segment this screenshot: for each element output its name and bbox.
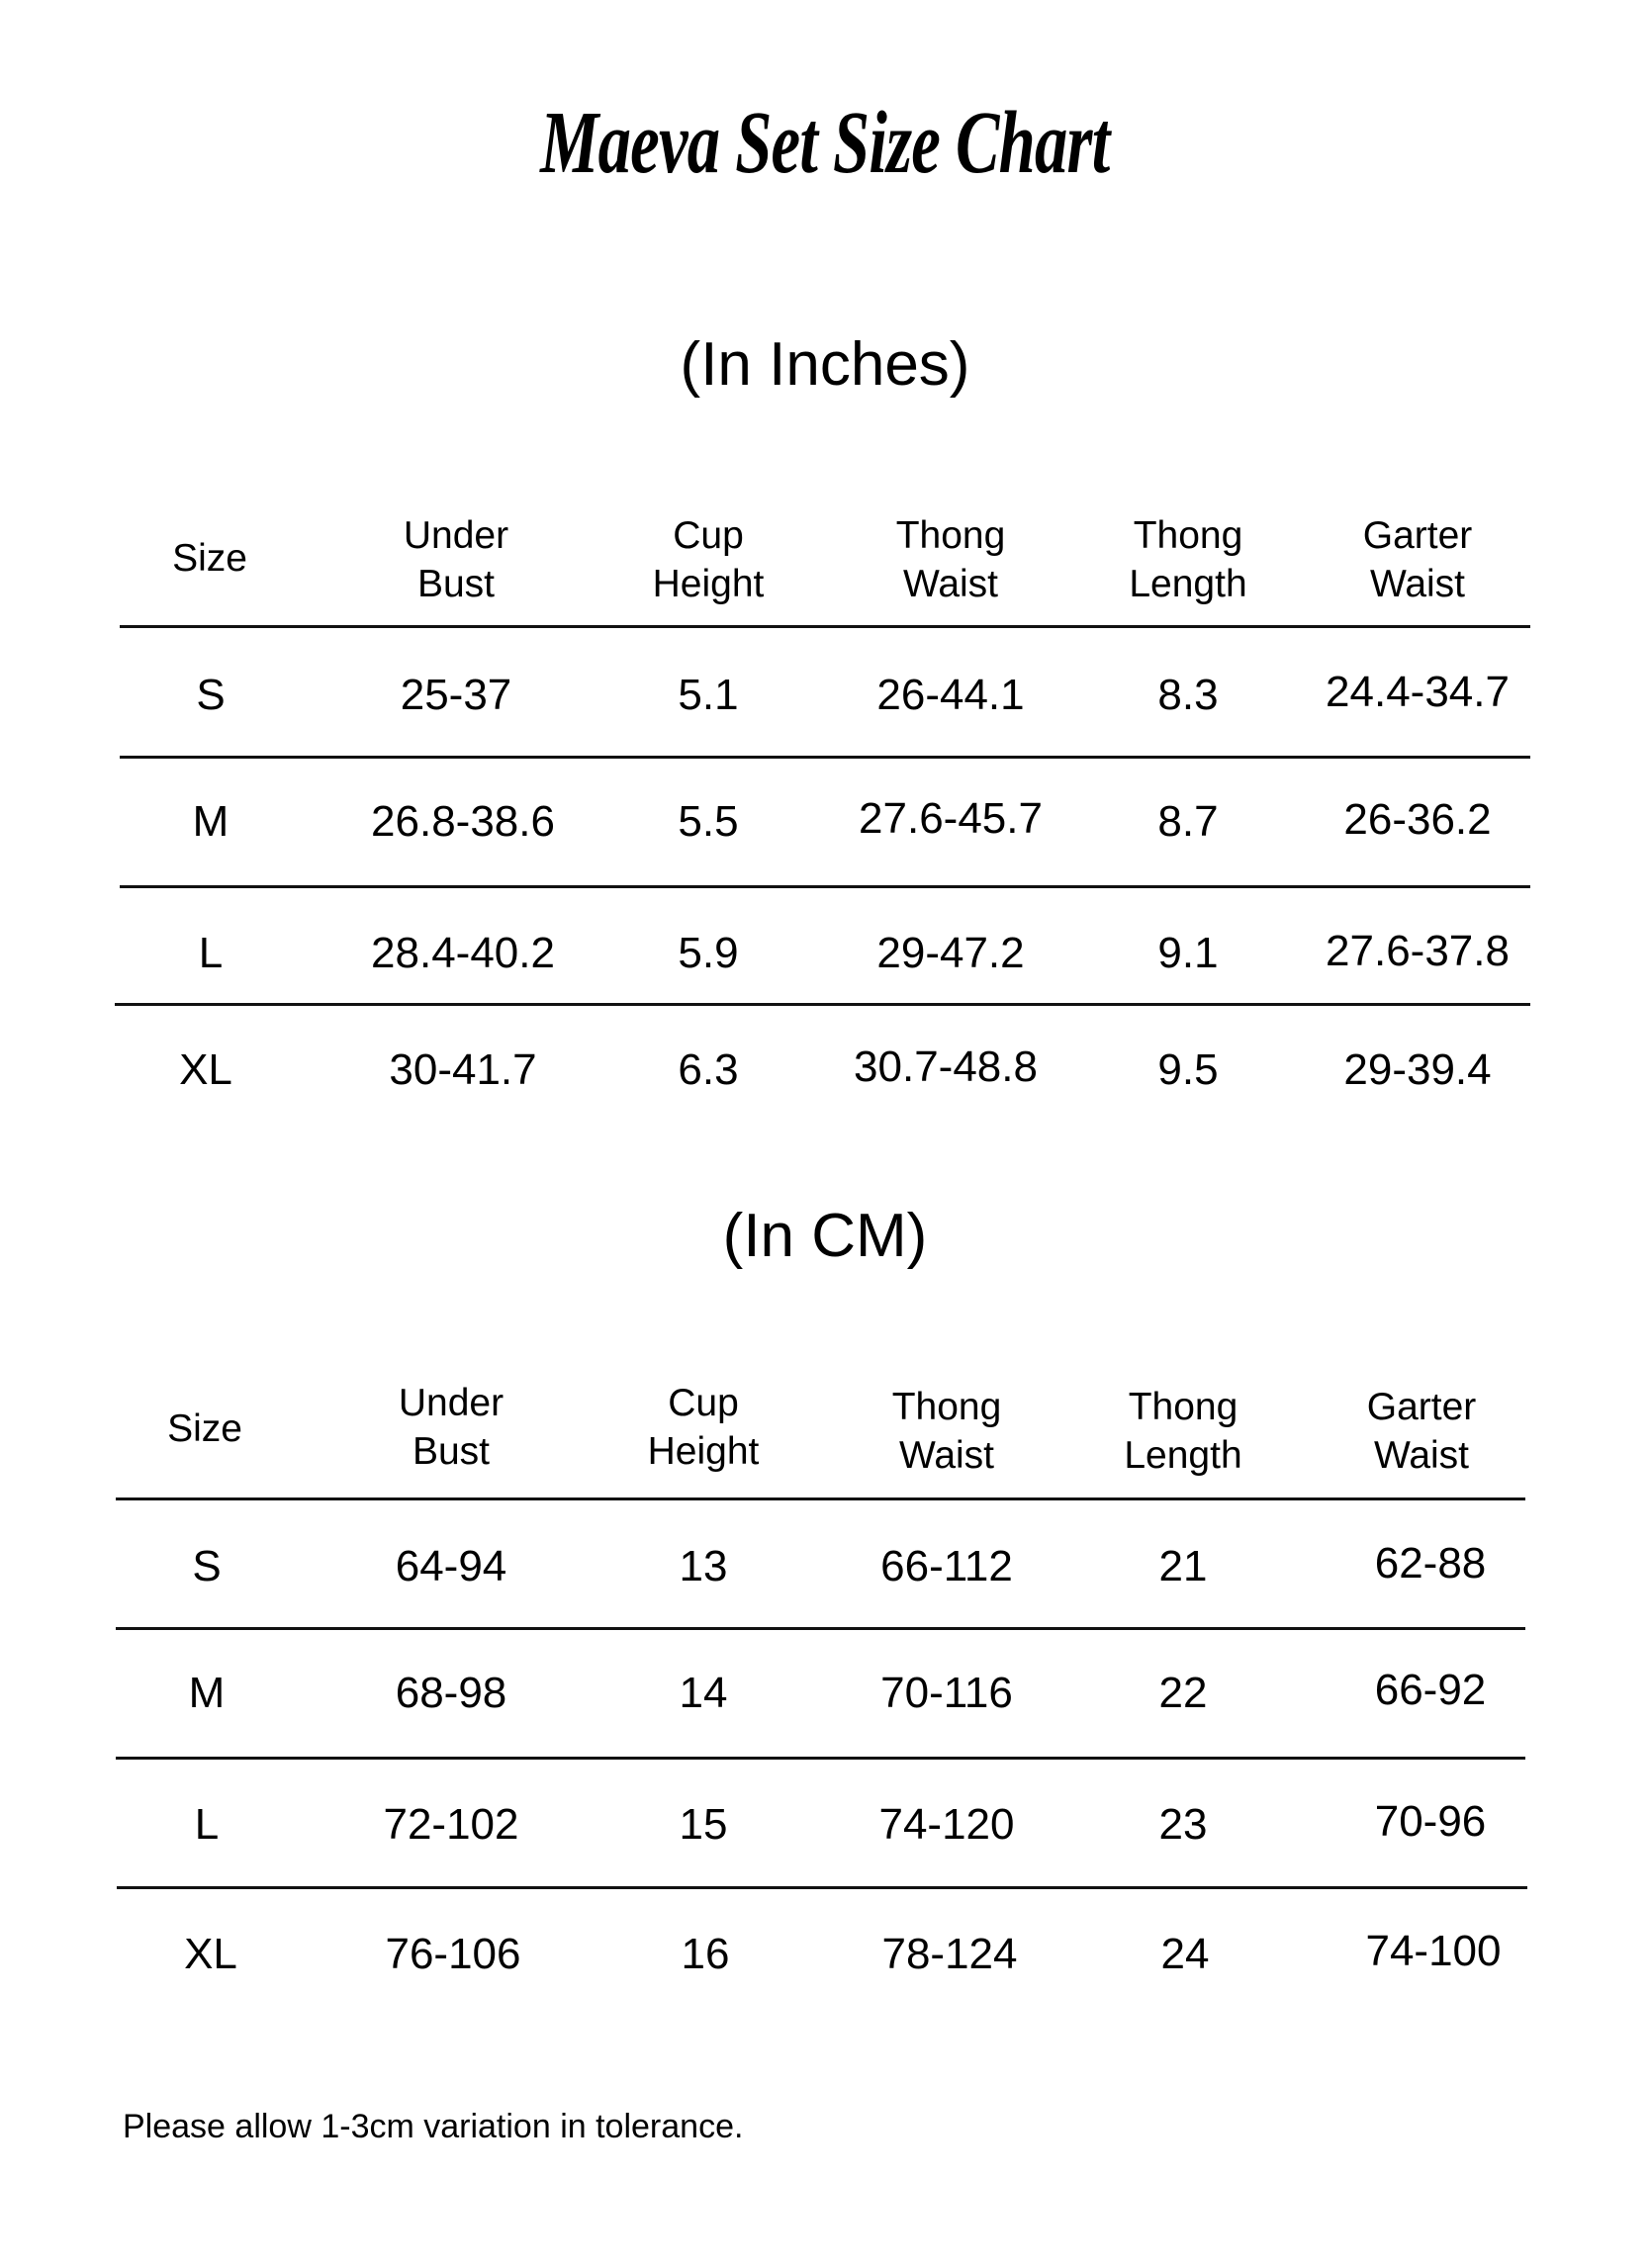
cell-under-bust: 64-94	[395, 1542, 507, 1590]
page-title-text: Maeva Set Size Chart	[540, 94, 1110, 192]
section-label-cm: (In CM)	[722, 1202, 928, 1270]
cell-thong-length: 21	[1158, 1542, 1208, 1590]
cell-thong-length: 8.7	[1157, 797, 1219, 846]
cell-cup-height: 5.9	[678, 929, 739, 977]
cell-thong-waist: 26-44.1	[876, 671, 1025, 719]
row-divider	[116, 1627, 1525, 1630]
section-label-inches: (In Inches)	[680, 330, 970, 399]
column-header-under-bust: Under	[403, 514, 509, 557]
cell-garter-waist: 62-88	[1374, 1539, 1487, 1588]
cell-thong-waist: 74-120	[878, 1800, 1015, 1849]
cell-size: M	[192, 797, 229, 846]
cell-thong-length: 8.3	[1157, 671, 1219, 719]
row-divider	[120, 756, 1530, 759]
cell-cup-height: 6.3	[678, 1045, 739, 1094]
column-header-size: Size	[172, 537, 247, 580]
row-divider	[116, 1757, 1525, 1760]
cell-garter-waist: 66-92	[1374, 1666, 1487, 1714]
cell-under-bust: 25-37	[400, 671, 512, 719]
row-divider	[115, 1003, 1530, 1006]
cell-size: L	[198, 929, 224, 977]
column-header-thong-length: Thong	[1133, 514, 1243, 557]
column-header-thong-length: Thong	[1128, 1386, 1238, 1428]
cell-under-bust: 76-106	[385, 1930, 521, 1978]
column-header-under-bust-2: Bust	[416, 563, 496, 605]
cell-cup-height: 16	[681, 1930, 730, 1978]
column-header-under-bust: Under	[398, 1382, 504, 1424]
cell-under-bust: 28.4-40.2	[371, 929, 555, 977]
cell-garter-waist: 29-39.4	[1343, 1045, 1492, 1094]
column-header-thong-waist-2: Waist	[898, 1434, 995, 1477]
cell-under-bust: 68-98	[395, 1669, 507, 1717]
cell-size: XL	[184, 1930, 237, 1978]
cell-garter-waist: 26-36.2	[1343, 795, 1492, 844]
cell-thong-waist: 78-124	[881, 1930, 1018, 1978]
column-header-thong-length-2: Length	[1124, 1434, 1242, 1477]
cell-thong-waist: 66-112	[880, 1542, 1013, 1590]
cell-under-bust: 26.8-38.6	[371, 797, 555, 846]
column-header-cup-height-2: Height	[647, 1430, 760, 1473]
cell-under-bust: 72-102	[383, 1800, 519, 1849]
header-divider	[120, 625, 1530, 628]
column-header-garter-waist: Garter	[1362, 514, 1473, 557]
cell-thong-waist: 27.6-45.7	[859, 794, 1043, 843]
cell-thong-waist: 30.7-48.8	[854, 1043, 1038, 1091]
column-header-under-bust-2: Bust	[412, 1430, 491, 1473]
cell-cup-height: 5.1	[678, 671, 739, 719]
cell-thong-waist: 70-116	[880, 1669, 1013, 1717]
cell-garter-waist: 27.6-37.8	[1326, 927, 1510, 975]
column-header-thong-waist-2: Waist	[902, 563, 999, 605]
cell-size: L	[194, 1800, 220, 1849]
cell-thong-length: 9.1	[1157, 929, 1219, 977]
cell-size: M	[188, 1669, 226, 1717]
column-header-cup-height: Cup	[668, 1382, 739, 1424]
cell-cup-height: 14	[679, 1669, 728, 1717]
column-header-cup-height-2: Height	[652, 563, 765, 605]
column-header-cup-height: Cup	[673, 514, 744, 557]
cell-under-bust: 30-41.7	[389, 1045, 537, 1094]
cell-cup-height: 5.5	[678, 797, 739, 846]
cell-cup-height: 13	[679, 1542, 728, 1590]
header-divider	[116, 1497, 1525, 1500]
tolerance-note: Please allow 1-3cm variation in tolerance.	[123, 2108, 744, 2145]
column-header-thong-length-2: Length	[1129, 563, 1247, 605]
cell-thong-length: 24	[1160, 1930, 1210, 1978]
column-header-thong-waist: Thong	[895, 514, 1006, 557]
column-header-size: Size	[167, 1407, 242, 1450]
column-header-thong-waist: Thong	[891, 1386, 1002, 1428]
cell-size: S	[192, 1542, 222, 1590]
cell-garter-waist: 24.4-34.7	[1326, 668, 1510, 716]
cell-cup-height: 15	[679, 1800, 728, 1849]
cell-size: XL	[179, 1045, 232, 1094]
row-divider	[120, 885, 1530, 888]
cell-thong-waist: 29-47.2	[876, 929, 1025, 977]
cell-size: S	[196, 671, 226, 719]
cell-garter-waist: 74-100	[1365, 1927, 1502, 1975]
cell-thong-length: 23	[1158, 1800, 1208, 1849]
cell-thong-length: 9.5	[1157, 1045, 1219, 1094]
cell-garter-waist: 70-96	[1374, 1797, 1487, 1846]
page-title	[0, 94, 1650, 192]
column-header-garter-waist: Garter	[1366, 1386, 1477, 1428]
column-header-garter-waist-2: Waist	[1369, 563, 1466, 605]
column-header-garter-waist-2: Waist	[1373, 1434, 1470, 1477]
cell-thong-length: 22	[1158, 1669, 1208, 1717]
row-divider	[117, 1886, 1527, 1889]
